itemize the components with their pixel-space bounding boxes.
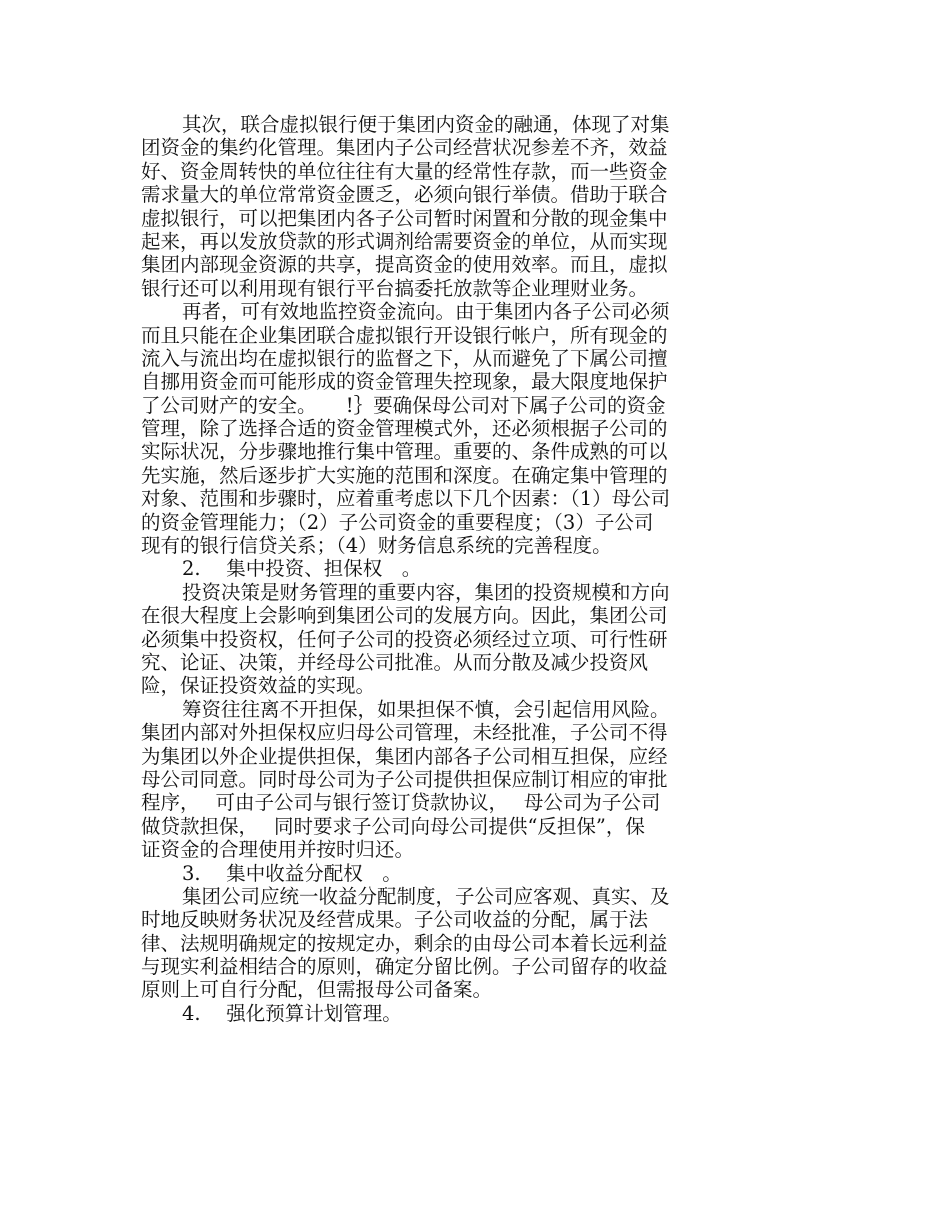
document-body bbox=[141, 113, 741, 1025]
text-line: 为集团以外企业提供担保，集团内部各子公司相互担保，应经 bbox=[141, 744, 668, 768]
text-line: 流入与流出均在虚拟银行的监督之下，从而避免了下属公司擅 bbox=[141, 346, 668, 370]
text-line: 银行还可以利用现有银行平台搞委托放款等企业理财业务。 bbox=[141, 276, 649, 300]
text-line: 律、法规明确规定的按规定办，剩余的由母公司本着长远利益 bbox=[141, 931, 668, 955]
text-line: 虚拟银行，可以把集团内各子公司暂时闲置和分散的现金集中 bbox=[141, 206, 668, 230]
text-line: 的资金管理能力；（2）子公司资金的重要程度；（3）子公司 bbox=[141, 510, 654, 534]
text-line: 起来，再以发放贷款的形式调剂给需要资金的单位，从而实现 bbox=[141, 229, 668, 253]
text-line: 究、论证、决策，并经母公司批准。从而分散及减少投资风 bbox=[141, 650, 649, 674]
text-line: 投资决策是财务管理的重要内容，集团的投资规模和方向 bbox=[182, 580, 670, 604]
text-line: 先实施，然后逐步扩大实施的范围和深度。在确定集中管理的 bbox=[141, 463, 668, 487]
text-line: 3. 集中收益分配权 。 bbox=[182, 861, 402, 885]
text-line: 了公司财产的安全。 !｝要确保母公司对下属子公司的资金 bbox=[141, 393, 666, 417]
text-line: 与现实利益相结合的原则，确定分留比例。子公司留存的收益 bbox=[141, 955, 668, 979]
text-line: 做贷款担保， 同时要求子公司向母公司提供“反担保”，保 bbox=[141, 814, 645, 838]
text-line: 筹资往往离不开担保，如果担保不慎，会引起信用风险。 bbox=[182, 697, 670, 721]
text-line: 管理，除了选择合适的资金管理模式外，还必须根据子公司的 bbox=[141, 417, 668, 441]
text-line: 需求量大的单位常常资金匮乏，必须向银行举债。借助于联合 bbox=[141, 183, 668, 207]
text-line: 团资金的集约化管理。集团内子公司经营状况参差不齐，效益 bbox=[141, 136, 668, 160]
text-line: 证资金的合理使用并按时归还。 bbox=[141, 838, 415, 862]
text-line: 集团内部现金资源的共享，提高资金的使用效率。而且，虚拟 bbox=[141, 253, 668, 277]
text-line: 其次，联合虚拟银行便于集团内资金的融通，体现了对集 bbox=[182, 113, 670, 136]
text-line: 而且只能在企业集团联合虚拟银行开设银行帐户，所有现金的 bbox=[141, 323, 668, 347]
text-line: 2. 集中投资、担保权 。 bbox=[182, 557, 422, 581]
text-line: 在很大程度上会影响到集团公司的发展方向。因此，集团公司 bbox=[141, 604, 668, 628]
text-line: 程序， 可由子公司与银行签订贷款协议， 母公司为子公司 bbox=[141, 791, 661, 815]
text-line: 现有的银行信贷关系；（4）财务信息系统的完善程度。 bbox=[141, 534, 612, 558]
text-line: 实际状况，分步骤地推行集中管理。重要的、条件成熟的可以 bbox=[141, 440, 668, 464]
text-line: 好、资金周转快的单位往往有大量的经常性存款，而一些资金 bbox=[141, 159, 668, 183]
text-line: 险，保证投资效益的实现。 bbox=[141, 674, 376, 698]
text-line: 母公司同意。同时母公司为子公司提供担保应制订相应的审批 bbox=[141, 767, 668, 791]
text-line: 必须集中投资权，任何子公司的投资必须经过立项、可行性研 bbox=[141, 627, 668, 651]
text-line: 自挪用资金而可能形成的资金管理失控现象，最大限度地保护 bbox=[141, 370, 668, 394]
text-line: 集团公司应统一收益分配制度，子公司应客观、真实、及 bbox=[182, 884, 670, 908]
text-line: 时地反映财务状况及经营成果。子公司收益的分配，属于法 bbox=[141, 908, 649, 932]
text-line: 对象、范围和步骤时，应着重考虑以下几个因素：（1）母公司 bbox=[141, 487, 671, 511]
text-line: 集团内部对外担保权应归母公司管理，未经批准，子公司不得 bbox=[141, 721, 668, 745]
text-line: 原则上可自行分配，但需报母公司备案。 bbox=[141, 978, 493, 1002]
text-line: 再者，可有效地监控资金流向。由于集团内各子公司必须 bbox=[182, 300, 670, 324]
text-line: 4. 强化预算计划管理。 bbox=[182, 1001, 402, 1025]
